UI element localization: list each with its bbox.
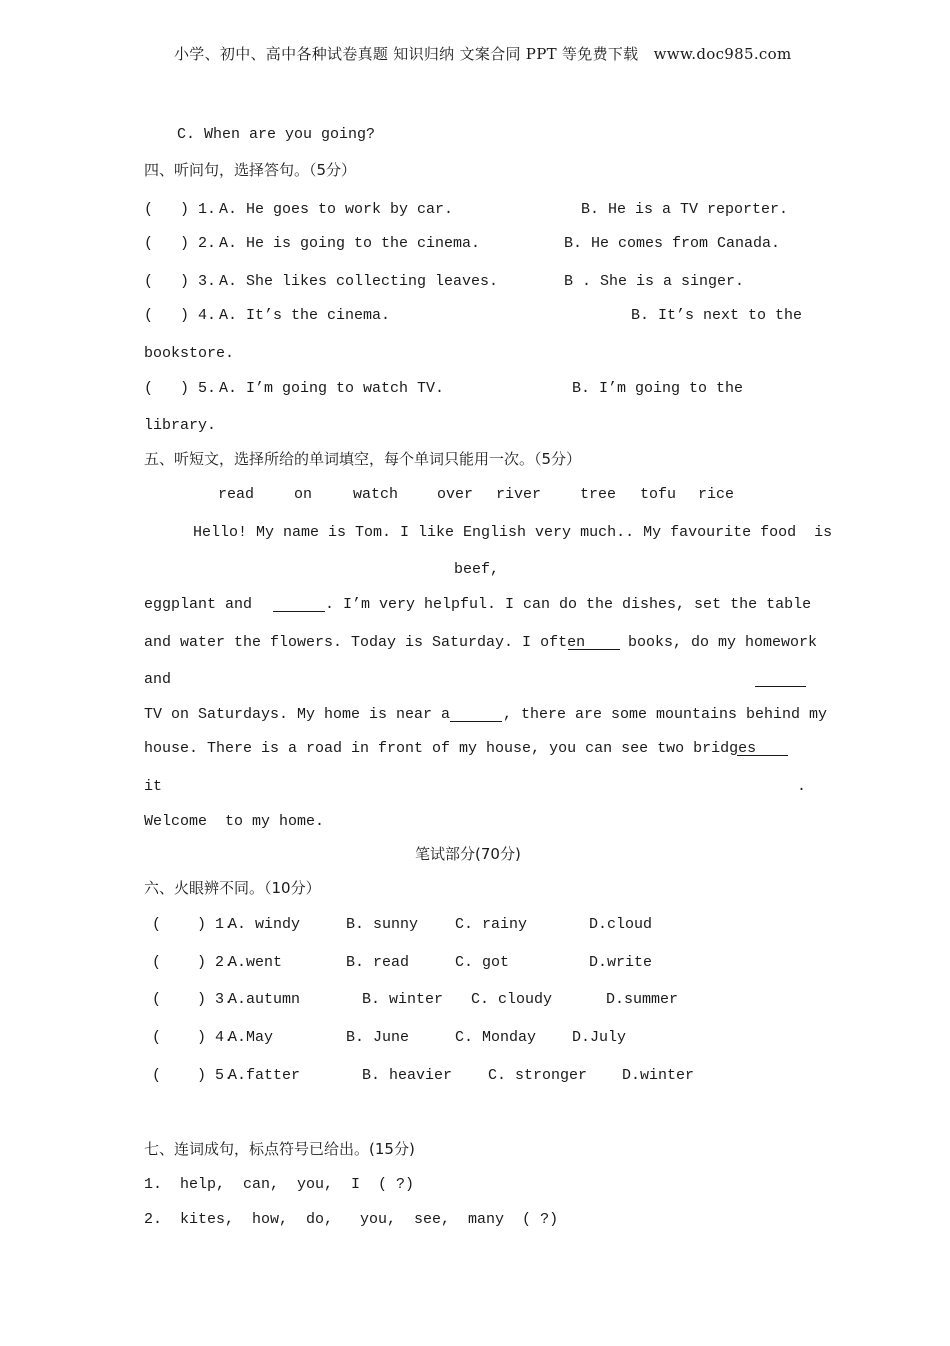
- s7-item-2: 2. kites, how, do, you, see, many ( ?): [144, 1211, 559, 1228]
- word-bank-item: read: [218, 486, 255, 503]
- s4-q5-option-a: A. I’m going to watch TV.: [219, 380, 445, 397]
- passage-line-2a: eggplant and: [144, 596, 253, 613]
- s4-q2-number: ( ) 2.: [144, 235, 217, 252]
- passage-line-8: Welcome to my home.: [144, 813, 325, 830]
- s4-q3-option-a: A. She likes collecting leaves.: [219, 273, 499, 290]
- s4-q4-number: ( ) 4.: [144, 307, 217, 324]
- s4-q2-option-b: B. He comes from Canada.: [564, 235, 781, 252]
- s6-q1-number: ( ) 1.: [152, 916, 234, 933]
- s6-q2-option-b: B. read: [346, 954, 410, 971]
- s6-q1-option-b: B. sunny: [346, 916, 419, 933]
- s4-q5-number: ( ) 5.: [144, 380, 217, 397]
- s4-q3-number: ( ) 3.: [144, 273, 217, 290]
- written-part-title: 笔试部分(70分): [415, 845, 521, 863]
- page-header: 小学、初中、高中各种试卷真题 知识归纳 文案合同 PPT 等免费下载 www.doc985.com: [174, 45, 792, 63]
- prev-option-c: C. When are you going?: [177, 126, 376, 143]
- s6-q3-number: ( ) 3.: [152, 991, 234, 1008]
- passage-line-4: and: [144, 671, 172, 688]
- passage-line-1b: beef,: [454, 561, 500, 578]
- s6-q3-option-c: C. cloudy: [471, 991, 553, 1008]
- s6-q2-number: ( ) 2.: [152, 954, 234, 971]
- blank-3[interactable]: [755, 672, 806, 690]
- s6-q2-option-c: C. got: [455, 954, 510, 971]
- passage-line-5b: , there are some mountains behind my: [503, 706, 828, 723]
- word-bank-item: over: [437, 486, 474, 503]
- s6-q1-option-d: D.cloud: [589, 916, 653, 933]
- s6-q1-option-c: C. rainy: [455, 916, 528, 933]
- s4-q1-option-a: A. He goes to work by car.: [219, 201, 454, 218]
- word-bank-item: watch: [353, 486, 399, 503]
- blank-1[interactable]: [273, 597, 325, 615]
- passage-line-2b: . I’m very helpful. I can do the dishes, set the table: [325, 596, 812, 613]
- s6-q4-option-a: A.May: [228, 1029, 274, 1046]
- section5-title: 五、听短文，选择所给的单词填空，每个单词只能用一次。（5分）: [144, 450, 582, 468]
- word-bank-item: rice: [698, 486, 735, 503]
- section7-title: 七、连词成句，标点符号已给出。(15分): [144, 1140, 415, 1158]
- s6-q3-option-d: D.summer: [606, 991, 679, 1008]
- s6-q4-option-b: B. June: [346, 1029, 410, 1046]
- s4-q3-option-b: B . She is a singer.: [564, 273, 745, 290]
- s4-q2-option-a: A. He is going to the cinema.: [219, 235, 481, 252]
- s4-q5-option-b: B. I’m going to the: [572, 380, 744, 397]
- word-bank-item: tree: [580, 486, 617, 503]
- s6-q4-number: ( ) 4.: [152, 1029, 234, 1046]
- word-bank-item: river: [496, 486, 542, 503]
- word-bank-item: tofu: [640, 486, 677, 503]
- s7-item-1: 1. help, can, you, I ( ?): [144, 1176, 415, 1193]
- s4-q4-option-a: A. It’s the cinema.: [219, 307, 391, 324]
- blank-4[interactable]: [450, 707, 502, 725]
- blank-2[interactable]: [568, 635, 620, 653]
- s6-q5-option-a: A.fatter: [228, 1067, 301, 1084]
- s6-q1-option-a: A. windy: [228, 916, 301, 933]
- section6-title: 六、火眼辨不同。（10分）: [144, 879, 321, 897]
- passage-line-7b: .: [797, 778, 807, 795]
- s6-q5-option-c: C. stronger: [488, 1067, 588, 1084]
- s4-q1-number: ( ) 1.: [144, 201, 217, 218]
- s6-q5-number: ( ) 5.: [152, 1067, 234, 1084]
- s6-q4-option-d: D.July: [572, 1029, 627, 1046]
- s6-q5-option-d: D.winter: [622, 1067, 695, 1084]
- s6-q3-option-b: B. winter: [362, 991, 444, 1008]
- s4-q5-option-b-continued: library.: [144, 417, 217, 434]
- s6-q2-option-d: D.write: [589, 954, 653, 971]
- s4-q4-option-b: B. It’s next to the: [631, 307, 803, 324]
- s4-q1-option-b: B. He is a TV reporter.: [581, 201, 789, 218]
- word-bank-item: on: [294, 486, 313, 503]
- passage-line-7a: it: [144, 778, 163, 795]
- s6-q4-option-c: C. Monday: [455, 1029, 537, 1046]
- blank-5[interactable]: [737, 741, 788, 759]
- passage-line-6: house. There is a road in front of my house, you can see two bridges: [144, 740, 757, 757]
- passage-line-3a: and water the flowers. Today is Saturday. I often: [144, 634, 586, 651]
- s6-q5-option-b: B. heavier: [362, 1067, 453, 1084]
- s4-q4-option-b-continued: bookstore.: [144, 345, 235, 362]
- passage-line-5a: TV on Saturdays. My home is near a: [144, 706, 451, 723]
- passage-line-1: Hello! My name is Tom. I like English very much.. My favourite food is: [193, 524, 833, 541]
- s6-q2-option-a: A.went: [228, 954, 283, 971]
- section4-title: 四、听问句，选择答句。（5分）: [144, 161, 357, 179]
- passage-line-3b: books, do my homework: [628, 634, 818, 651]
- s6-q3-option-a: A.autumn: [228, 991, 301, 1008]
